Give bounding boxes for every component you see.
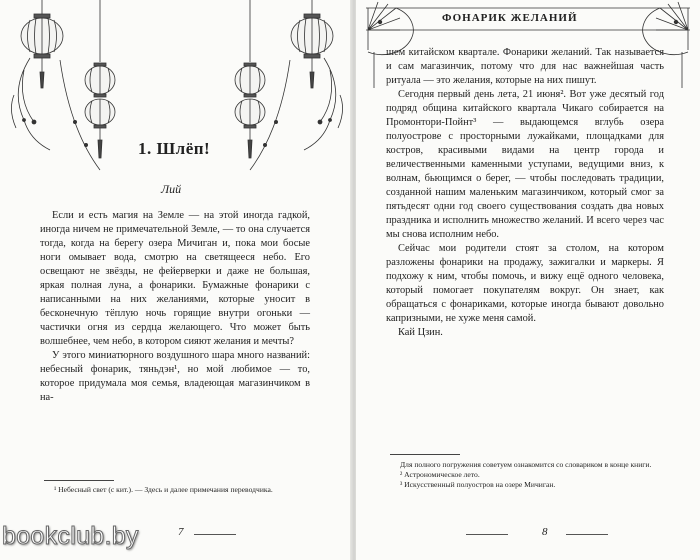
paragraph: У этого миниатюрного воздушного шара много названий: небесный фонарик, тяньдэн¹, но мой любимое — то, которое придумала моя семья, владеющая магазинчиком в на- — [40, 350, 310, 403]
running-head: ФОНАРИК ЖЕЛАНИЙ — [442, 12, 578, 24]
footnote-rule — [390, 454, 460, 455]
footnote: ³ Искусственный полуостров на озере Мичиган. — [400, 480, 556, 489]
chapter-subtitle: Лий — [161, 182, 182, 196]
left-footnotes — [44, 485, 306, 495]
hanging-lanterns-illustration — [0, 0, 352, 190]
page-number: 8 — [542, 526, 548, 538]
folio-ornament — [466, 534, 508, 535]
footnote: ² Астрономическое лето. — [400, 470, 480, 479]
footnote: Для полного погружения советуем ознакомится со словариком в конце книги. — [400, 460, 652, 469]
paragraph: Если и есть магия на Земле — на этой иногда гадкой, иногда ничем не примечательной Земле, — то она случается тогда, когда на берегу озера Мичиган и, пока мои босые ноги омывает вода, смотрю на светящееся небо. Его освещают не звёзды, не фейерверки и даже не большая, яркая полная луна, а фонарики. Бумажные фонарики с написанными на них желаниями, которые уносит в бесконечную тёплую ночь горящие внутри огоньки — частички огня из сердца желающего. Что может быть волшебнее, чем небо, в котором сияют желания и мечты? — [40, 210, 310, 347]
paragraph: Сейчас мои родители стоят за столом, на котором разложены фонарики на продажу, зажигалки и маркеры. Я подхожу к ним, чтобы помочь, и вижу ещё одного человека, который помогает покупателям вокруг. Он знает, как обращаться с фонариками, которые иногда бывают довольно капризными, не хуже меня самой. — [386, 243, 664, 324]
page-number: 7 — [178, 526, 184, 538]
folio-ornament — [566, 534, 608, 535]
footnote-rule — [44, 480, 114, 481]
paragraph: Сегодня первый день лета, 21 июня². Вот уже десятый год подряд община китайского квартала Чикаго собирается на Промонтори-Пойнт³ — выдающемся вглубь озера полуострове с просторными лужайками, площадками для костров, красивыми видами на центр города и величественными каменными уступами, ведущими вниз, к волнам, бьющимся о берег, — чтобы последовать традиции, созданной нашим маленьким магазинчиком, который смог за пятьдесят одни год своего существования создать два новых праздника и исполнить множество желаний. И всего через час мы снова исполним небо. — [386, 89, 664, 240]
folio-ornament — [194, 534, 236, 535]
left-body-text — [40, 209, 310, 405]
site-watermark: bookclub.by — [2, 522, 139, 550]
right-page — [356, 0, 700, 560]
paragraph: Кай Цзин. — [398, 327, 443, 338]
right-body-text — [386, 46, 664, 340]
footnote: ¹ Небесный свет (с кит.). — Здесь и далее примечания переводчика. — [54, 485, 273, 494]
right-footnotes — [390, 460, 660, 490]
chapter-title: 1. Шлёп! — [138, 139, 211, 158]
paragraph: шем китайском квартале. Фонарики желаний. Так называется и сам магазинчик, потому что для нас важнейшая часть ритуала — это желания, которые на них пишут. — [386, 47, 664, 86]
